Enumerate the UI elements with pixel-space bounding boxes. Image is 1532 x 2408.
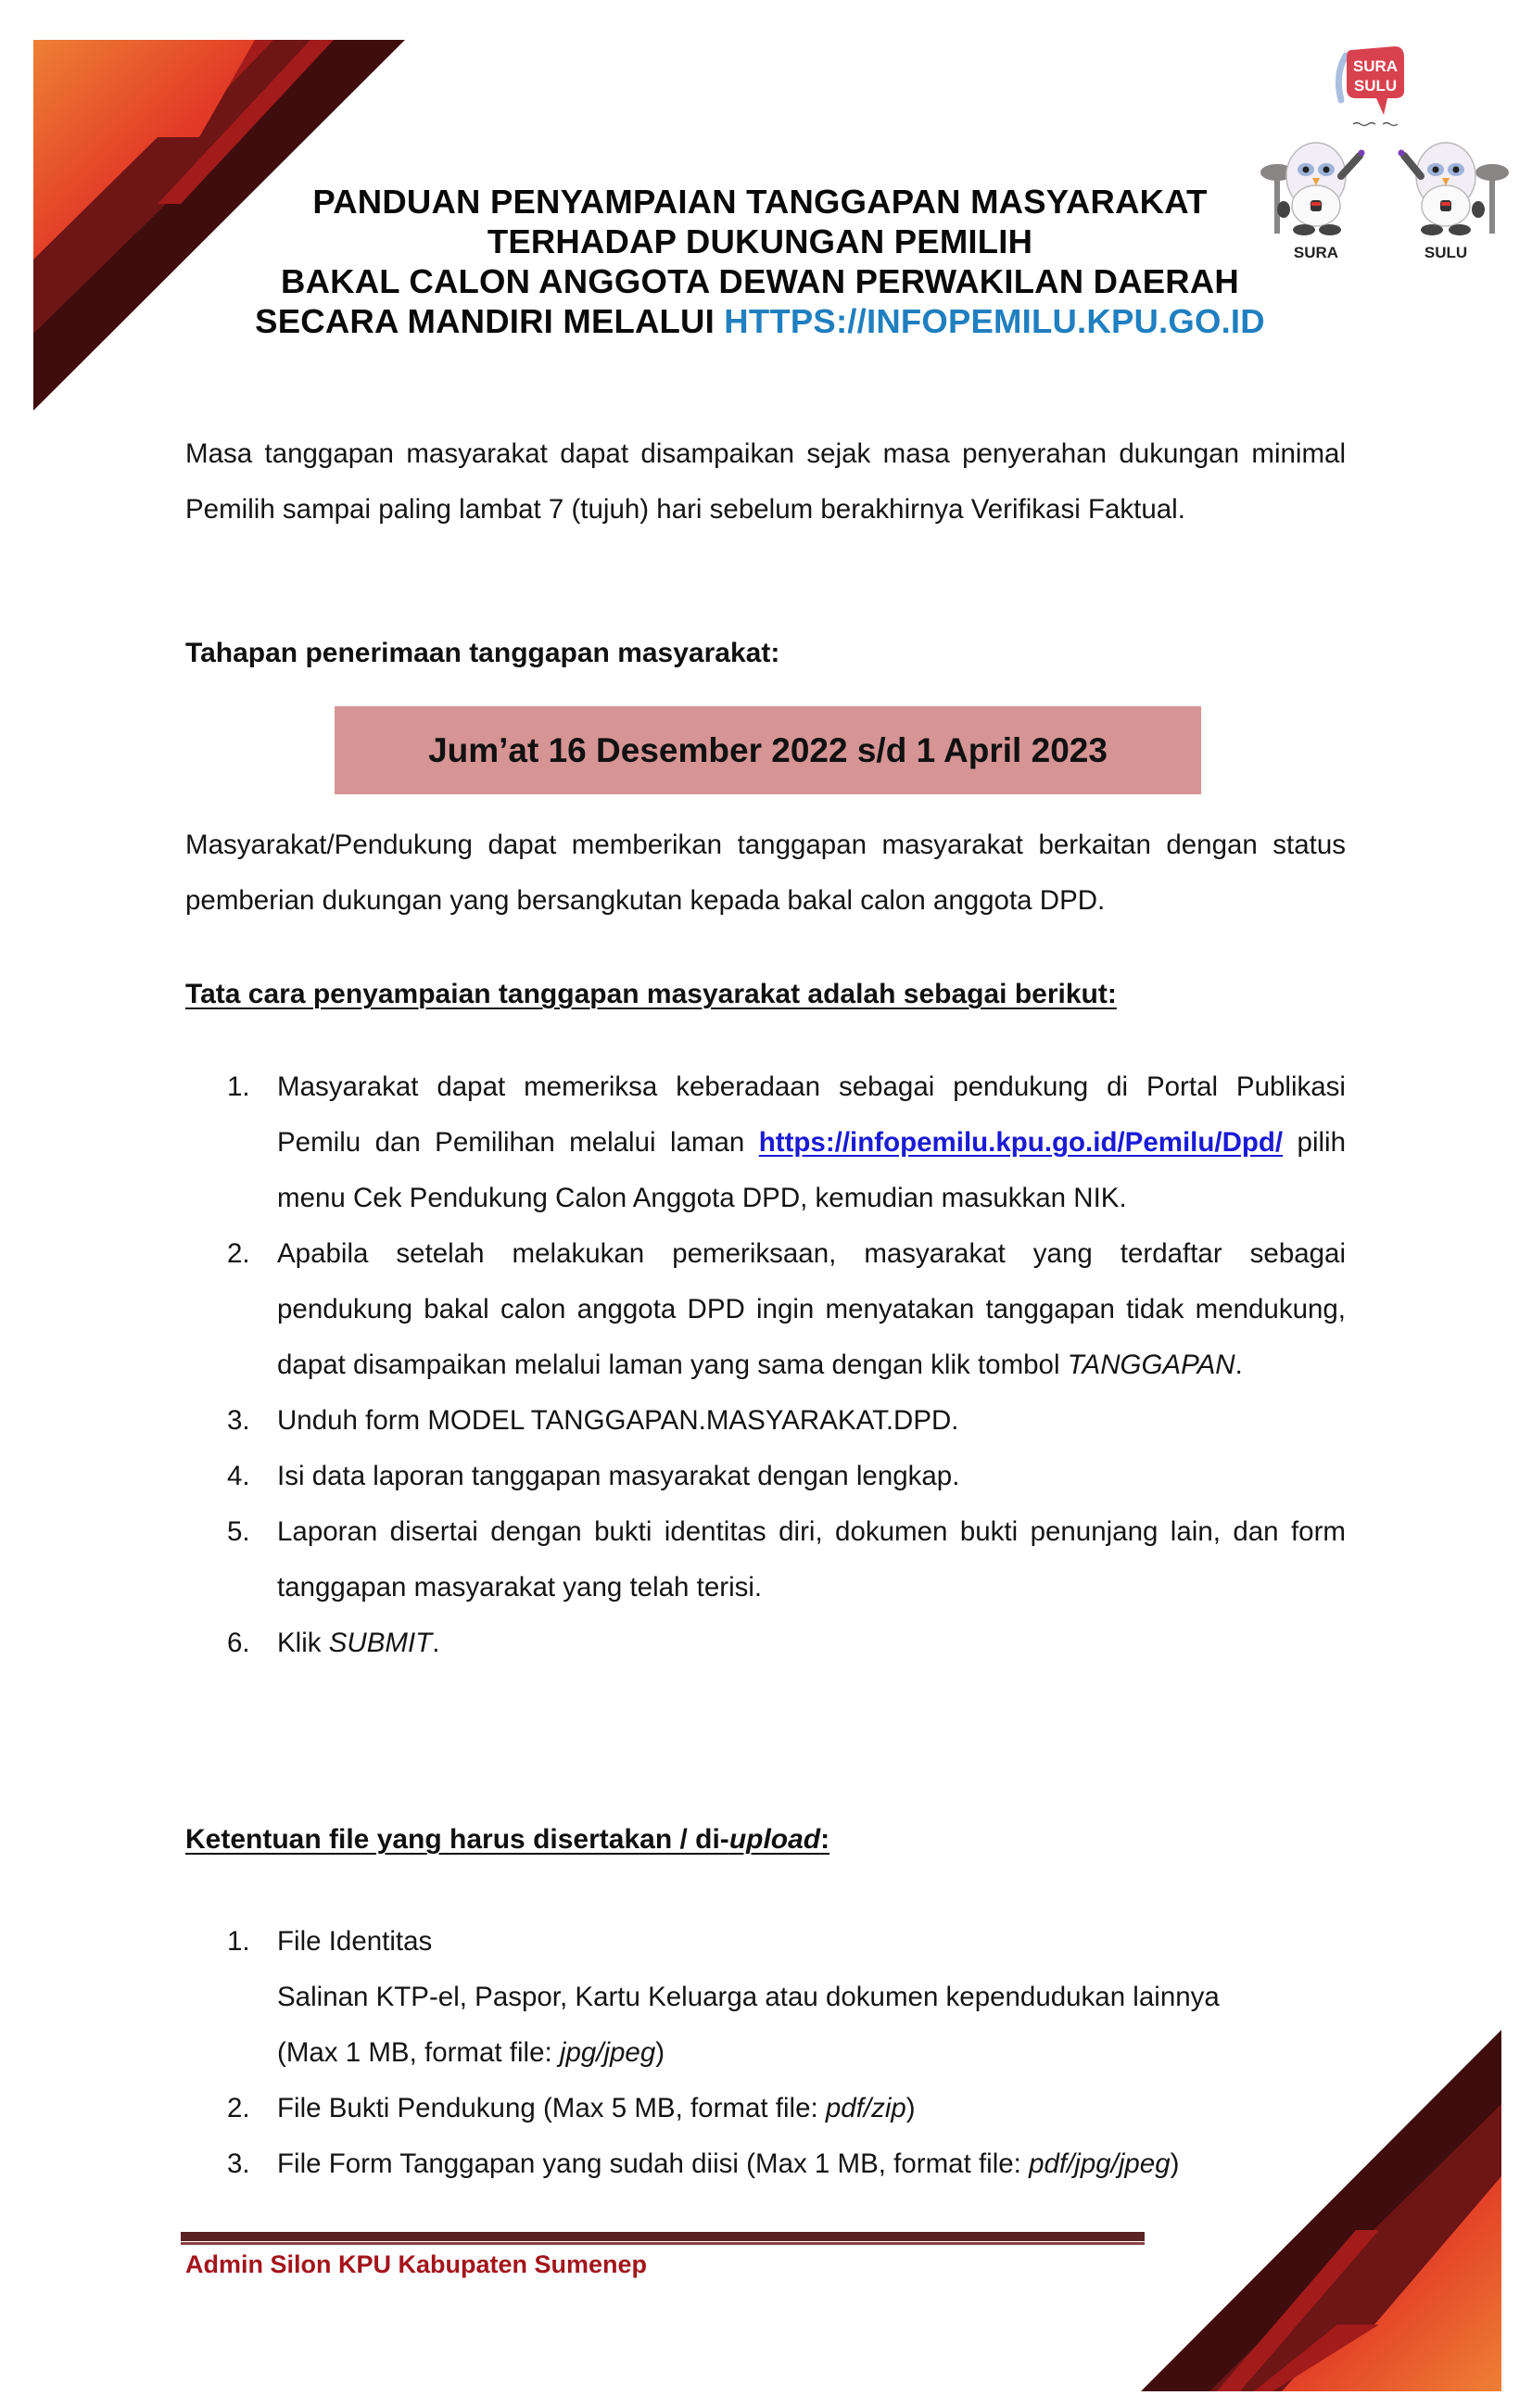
procedure-steps-list	[227, 1059, 1346, 1671]
infopemilu-dpd-link[interactable]: https://infopemilu.kpu.go.id/Pemilu/Dpd/	[758, 1127, 1284, 1158]
stage-heading: Tahapan penerimaan tanggapan masyarakat:	[185, 638, 780, 668]
title-line-3: BAKAL CALON ANGGOTA DEWAN PERWAKILAN DAERAH	[281, 262, 1239, 300]
logo-tagline-scribble	[1353, 123, 1398, 126]
procedure-step-6	[227, 1616, 1346, 1671]
file-limit-end: )	[655, 2037, 665, 2068]
step-text-end: .	[432, 1628, 440, 1658]
step-number: 5.	[227, 1516, 250, 1547]
step-text-continued: pilih menu Cek Pendukung Calon Anggota DPD, kemudian masukkan NIK.	[277, 1127, 1347, 1213]
file-limit-text: (Max 1 MB, format file:	[277, 2037, 560, 2068]
file-formats: pdf/zip	[825, 2093, 906, 2123]
file-number: 2.	[227, 2093, 250, 2123]
procedure-step-3	[227, 1393, 1346, 1449]
logo-brand-line2: SULU	[1353, 77, 1398, 95]
step-text-end: .	[1234, 1350, 1243, 1380]
file-limit-end: )	[905, 2093, 916, 2123]
stage-date-box	[335, 706, 1201, 794]
submit-button-label: SUBMIT	[328, 1628, 433, 1658]
stage-date-range: Jum’at 16 Desember 2022 s/d 1 April 2023	[428, 730, 1108, 769]
file-title: File Form Tanggapan yang sudah diisi (Max 1 MB, format file:	[277, 2148, 1030, 2179]
step-text: Isi data laporan tanggapan masyarakat dengan lengkap.	[277, 1461, 960, 1491]
file-title: File Identitas	[277, 1926, 433, 1957]
tanggapan-button-label: TANGGAPAN	[1067, 1350, 1235, 1380]
title-line-4	[185, 301, 1335, 341]
file-limit-end: )	[1170, 2148, 1180, 2179]
title-website-link[interactable]: HTTPS://INFOPEMILU.KPU.GO.ID	[724, 302, 1265, 340]
step-text: Unduh form MODEL TANGGAPAN.MASYARAKAT.DPD.	[277, 1405, 959, 1436]
step-number: 3.	[227, 1405, 250, 1436]
file-formats: pdf/jpg/jpeg	[1029, 2148, 1171, 2179]
procedure-step-5	[227, 1504, 1346, 1616]
step-number: 6.	[227, 1628, 250, 1658]
mascot-sulu-icon	[1399, 143, 1510, 261]
files-heading-prefix: Ketentuan file yang harus disertakan / di-	[185, 1824, 729, 1855]
footer-divider	[181, 2232, 1145, 2242]
mascot-sura-label: SURA	[1293, 244, 1339, 261]
file-formats: jpg/jpeg	[559, 2037, 656, 2068]
file-item-bukti-pendukung	[227, 2081, 1346, 2136]
file-item-identitas	[227, 1914, 1346, 2081]
step-text: Apabila setelah melakukan pemeriksaan, masyarakat yang terdaftar sebagai pendukung bakal calon anggota DPD ingin menyatakan tanggapan tidak mendukung, dapat disampaikan melalui laman yang sama dengan klik tombol	[277, 1238, 1346, 1380]
file-number: 1.	[227, 1926, 250, 1957]
logo-brand-line1: SURA	[1352, 57, 1399, 75]
title-line-1: PANDUAN PENYAMPAIAN TANGGAPAN MASYARAKAT	[312, 183, 1208, 221]
file-description: Salinan KTP-el, Paspor, Kartu Keluarga atau dokumen kependudukan lainnya	[277, 1982, 1220, 2012]
sura-sulu-logo-icon	[1338, 46, 1404, 126]
support-paragraph: Masyarakat/Pendukung dapat memberikan tanggapan masyarakat berkaitan dengan status pemberian dukungan yang bersangkutan kepada bakal calon anggota DPD.	[185, 830, 1346, 916]
step-text: Klik	[277, 1628, 329, 1658]
file-limit	[277, 2025, 1346, 2081]
procedure-step-1	[227, 1059, 1346, 1226]
title-line-2: TERHADAP DUKUNGAN PEMILIH	[487, 222, 1033, 260]
step-number: 1.	[227, 1071, 250, 1102]
files-heading	[185, 1824, 829, 1856]
mascot-sulu-label: SULU	[1424, 244, 1468, 261]
intro-paragraph: Masa tanggapan masyarakat dapat disampaikan sejak masa penyerahan dukungan minimal Pemilih sampai paling lambat 7 (tujuh) hari sebelum berakhirnya Verifikasi Faktual.	[185, 438, 1346, 525]
procedure-heading: Tata cara penyampaian tanggapan masyarakat adalah sebagai berikut:	[185, 979, 1117, 1009]
step-number: 2.	[227, 1238, 250, 1269]
step-text: Laporan disertai dengan bukti identitas diri, dokumen bukti penunjang lain, dan form tanggapan masyarakat yang telah terisi.	[277, 1516, 1346, 1603]
title-line-4-prefix: SECARA MANDIRI MELALUI	[255, 302, 725, 340]
document-title	[185, 182, 1335, 341]
file-item-form-tanggapan	[227, 2136, 1346, 2192]
step-text: Masyarakat dapat memeriksa keberadaan sebagai pendukung di Portal Publikasi Pemilu dan Pemilihan melalui laman	[277, 1071, 1346, 1158]
procedure-step-2	[227, 1226, 1346, 1393]
footer-author: Admin Silon KPU Kabupaten Sumenep	[185, 2250, 648, 2278]
file-requirements-list	[227, 1914, 1346, 2192]
file-title: File Bukti Pendukung (Max 5 MB, format file:	[277, 2093, 826, 2123]
files-heading-suffix: :	[820, 1824, 830, 1855]
files-heading-emph: upload	[728, 1824, 821, 1855]
step-number: 4.	[227, 1461, 250, 1491]
procedure-step-4	[227, 1449, 1346, 1504]
file-number: 3.	[227, 2148, 250, 2179]
